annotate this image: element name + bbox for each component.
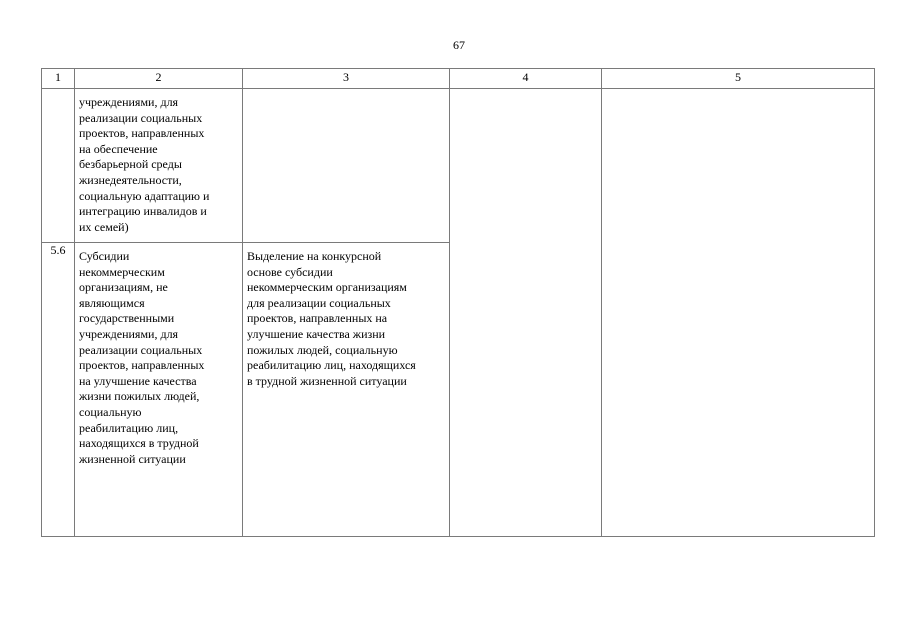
document-table	[41, 68, 875, 537]
content-cell	[243, 243, 450, 537]
page-number: 67	[453, 38, 465, 52]
column-4-cell	[450, 89, 602, 537]
column-header-1: 1	[42, 69, 75, 89]
row-number-cell	[42, 89, 75, 243]
description-text: Субсидии некоммерческим организациям, не являющимся государственными учреждениями, для реализации социальных проектов, направленных на улучшение качества жизни пожилых людей, социальную реабилитацию лиц, находящихся в трудной жизненной ситуации	[79, 249, 205, 466]
column-header-3: 3	[243, 69, 450, 89]
content-text: Выделение на конкурсной основе субсидии некоммерческим организациям для реализации социальных проектов, направленных на улучшение качества жизни пожилых людей, социальную реабилитацию лиц, находящихся в трудной жизненной ситуации	[247, 249, 416, 388]
table-header-row	[42, 69, 875, 89]
column-5-cell	[602, 89, 875, 537]
row-number-cell: 5.6	[42, 243, 75, 537]
content-cell	[243, 89, 450, 243]
column-header-5: 5	[602, 69, 875, 89]
column-header-4: 4	[450, 69, 602, 89]
description-cell	[75, 243, 243, 537]
table-row	[42, 89, 875, 243]
column-header-2: 2	[75, 69, 243, 89]
description-text: учреждениями, для реализации социальных проектов, направленных на обеспечение безбарьерной среды жизнедеятельности, социальную адаптацию и интеграцию инвалидов и их семей)	[79, 95, 210, 234]
description-cell	[75, 89, 243, 243]
